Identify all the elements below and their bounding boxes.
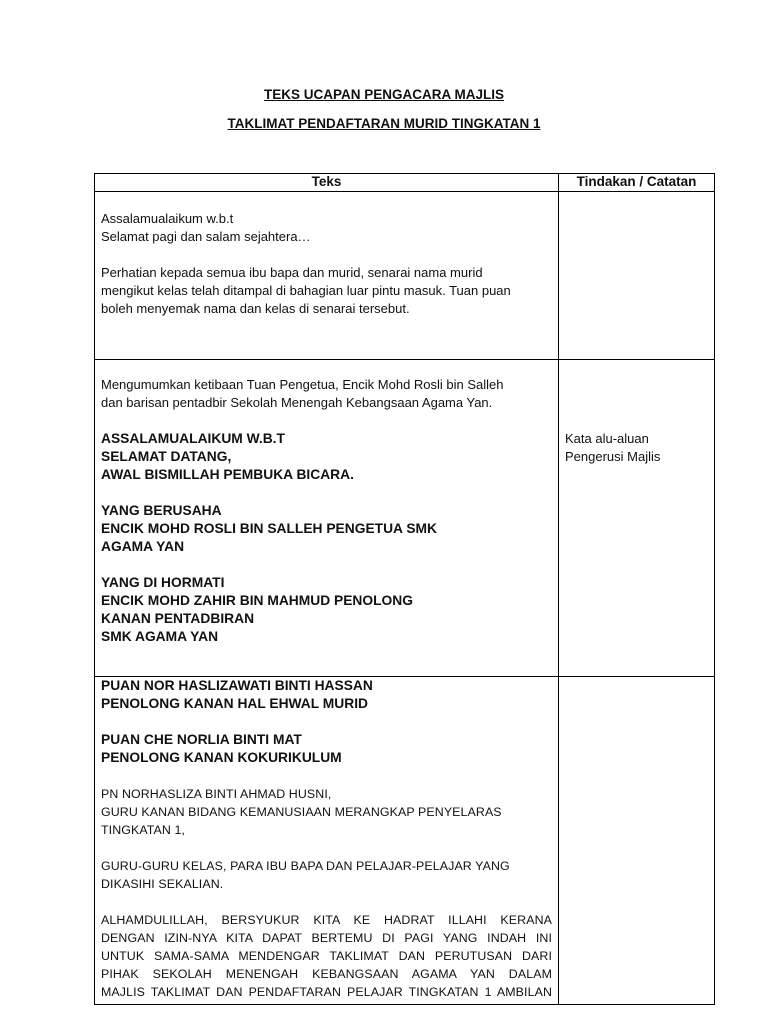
header-teks: Teks xyxy=(95,174,559,192)
notice-line: mengikut kelas telah ditampal di bahagian luar pintu masuk. Tuan puan xyxy=(101,283,511,298)
salutation-line: SELAMAT DATANG, xyxy=(101,449,232,464)
salutation-line: AWAL BISMILLAH PEMBUKA BICARA. xyxy=(101,467,354,482)
guest-name: PUAN NOR HASLIZAWATI BINTI HASSAN xyxy=(101,678,373,693)
table-row xyxy=(95,192,715,360)
notice-line: Perhatian kepada semua ibu bapa dan murid, senarai nama murid xyxy=(101,265,483,280)
action-note: Kata alu-aluan xyxy=(565,431,649,446)
honorific-line: AGAMA YAN xyxy=(101,539,185,554)
greeting-line: Selamat pagi dan salam sejahtera… xyxy=(101,229,311,244)
notice-line: boleh menyemak nama dan kelas di senarai tersebut. xyxy=(101,301,410,316)
greeting-line: Assalamualaikum w.b.t xyxy=(101,211,234,226)
honorific-line: KANAN PENTADBIRAN xyxy=(101,611,255,626)
action-cell xyxy=(559,677,715,1005)
text-cell xyxy=(95,677,559,1005)
announcement-line: dan barisan pentadbir Sekolah Menengah Kebangsaan Agama Yan. xyxy=(101,395,493,410)
guest-role: PENOLONG KANAN HAL EHWAL MURID xyxy=(101,696,368,711)
action-cell xyxy=(559,360,715,677)
audience-line: GURU-GURU KELAS, PARA IBU BAPA DAN PELAJAR-PELAJAR YANG xyxy=(101,859,510,873)
action-cell xyxy=(559,192,715,360)
speech-paragraph-line: DENGAN IZIN-NYA KITA DAPAT BERTEMU DI PAGI YANG INDAH INI xyxy=(101,931,552,945)
document-subtitle: TAKLIMAT PENDAFTARAN MURID TINGKATAN 1 xyxy=(227,116,541,131)
announcement-line: Mengumumkan ketibaan Tuan Pengetua, Encik Mohd Rosli bin Salleh xyxy=(101,377,504,392)
table-row xyxy=(95,677,715,1005)
speech-paragraph-line: MAJLIS TAKLIMAT DAN PENDAFTARAN PELAJAR TINGKATAN 1 AMBILAN xyxy=(101,985,552,999)
salutation-line: ASSALAMUALAIKUM W.B.T xyxy=(101,431,285,446)
honorific-line: YANG BERUSAHA xyxy=(101,503,222,518)
speech-paragraph-line: UNTUK SAMA-SAMA MENDENGAR TAKLIMAT DAN PERUTUSAN DARI xyxy=(101,949,552,963)
table-header-row xyxy=(95,174,715,192)
honorific-line: ENCIK MOHD ROSLI BIN SALLEH PENGETUA SMK xyxy=(101,521,437,536)
guest-role: PENOLONG KANAN KOKURIKULUM xyxy=(101,750,342,765)
action-note: Pengerusi Majlis xyxy=(565,449,661,464)
table-row xyxy=(95,360,715,677)
header-tindakan: Tindakan / Catatan xyxy=(559,174,715,192)
audience-line: DIKASIHI SEKALIAN. xyxy=(101,877,224,891)
text-cell xyxy=(95,192,559,360)
document-title: TEKS UCAPAN PENGACARA MAJLIS xyxy=(263,87,504,102)
guest-name: PUAN CHE NORLIA BINTI MAT xyxy=(101,732,302,747)
honorific-line: YANG DI HORMATI xyxy=(101,575,225,590)
guest-name: PN NORHASLIZA BINTI AHMAD HUSNI, xyxy=(101,787,332,801)
guest-role: GURU KANAN BIDANG KEMANUSIAAN MERANGKAP PENYELARAS xyxy=(101,805,502,819)
guest-role: TINGKATAN 1, xyxy=(101,823,186,837)
text-cell xyxy=(95,360,559,677)
honorific-line: ENCIK MOHD ZAHIR BIN MAHMUD PENOLONG xyxy=(101,593,413,608)
script-table xyxy=(94,173,715,1005)
speech-paragraph-line: PIHAK SEKOLAH MENENGAH KEBANGSAAN AGAMA YAN DALAM xyxy=(101,967,552,981)
honorific-line: SMK AGAMA YAN xyxy=(101,629,219,644)
speech-paragraph-line: ALHAMDULILLAH, BERSYUKUR KITA KE HADRAT ILLAHI KERANA xyxy=(101,913,552,927)
